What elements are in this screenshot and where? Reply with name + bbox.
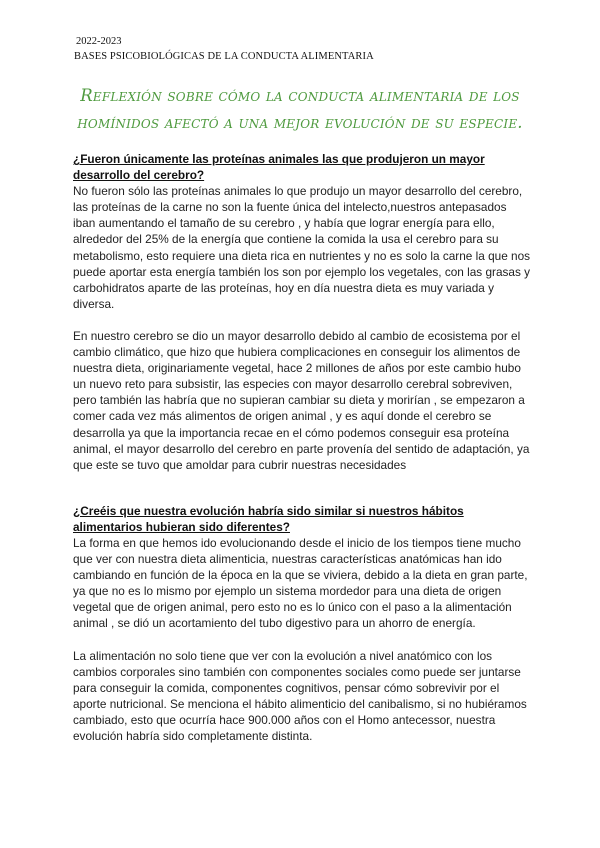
course-title: BASES PSICOBIOLÓGICAS DE LA CONDUCTA ALIMENTARIA bbox=[74, 51, 374, 62]
section-spacer bbox=[73, 473, 531, 503]
document-body bbox=[73, 151, 531, 744]
document-header bbox=[74, 34, 374, 64]
paragraph-spacer bbox=[73, 312, 531, 328]
document-title: Reflexión sobre cómo la conducta alimentaria de los homínidos afectó a una mejor evolución de su especie. bbox=[77, 86, 523, 132]
section-1-paragraph-1: No fueron sólo las proteínas animales lo que produjo un mayor desarrollo del cerebro, las proteínas de la carne no son la fuente única del intelecto,nuestros antepasados iban aumentando el tamaño de su cerebro , y había que lograr energía para ello, alrededor del 25% de la energía que contiene la comida la usa el cerebro para su metabolismo, esto requiere una dieta rica en nutrientes y no es solo la carne la que nos puede aportar esta energía también los son por ejemplo los vegetales, con las grasas y carbohidratos aparte de las proteínas, hoy en día nuestra dieta es muy variada y diversa. bbox=[73, 184, 531, 311]
section-1-question: ¿Fueron únicamente las proteínas animales las que produjeron un mayor desarrollo del cerebro? bbox=[73, 152, 485, 183]
academic-year: 2022-2023 bbox=[76, 36, 122, 47]
section-2-paragraph-1: La forma en que hemos ido evolucionando desde el inicio de los tiempos tiene mucho que ver con nuestra dieta alimenticia, nuestras características anatómicas han ido cambiando en función de la época en la que se viviera, debido a la dieta en gran parte, ya que no es lo mismo por ejemplo un sistema mordedor para una dieta de origen vegetal que de origen animal, pero esto no es lo único con el paso a la alimentación animal , se dió un acortamiento del tubo digestivo para un ahorro de energía. bbox=[73, 535, 528, 631]
section-2-question: ¿Creéis que nuestra evolución habría sido similar si nuestros hábitos alimentarios hubieran sido diferentes? bbox=[73, 503, 464, 534]
section-1-paragraph-2: En nuestro cerebro se dio un mayor desarrollo debido al cambio de ecosistema por el cambio climático, que hizo que hubiera complicaciones en conseguir los alimentos de nuestra dieta, originariamente vegetal, hace 2 millones de años por este cambio hubo un nuevo reto para subsistir, las especies con mayor desarrollo cerebral sobreviven, pero también las habría que no supieran cambiar su dieta y morirían , se empezaron a comer cada vez más alimentos de origen animal , y es aquí donde el cerebro se desarrolla ya que la importancia recae en el cómo podemos conseguir esa proteína animal, el mayor desarrollo del cerebro en parte provenía del sentido de adaptación, ya que este se tuvo que amoldar para cubrir nuestras necesidades bbox=[73, 328, 530, 472]
section-2-paragraph-2: La alimentación no solo tiene que ver con la evolución a nivel anatómico con los cambios corporales sino también con componentes sociales como puede ser juntarse para conseguir la comida, componentes cognitivos, pensar cómo sobrevivir por el aporte nutricional. Se menciona el hábito alimenticio del canibalismo, si no hubiéramos cambiado, esto que ocurría hace 900.000 años con el Homo antecessor, nuestra evolución habría sido completamente distinta. bbox=[73, 648, 527, 743]
paragraph-spacer bbox=[73, 632, 531, 648]
